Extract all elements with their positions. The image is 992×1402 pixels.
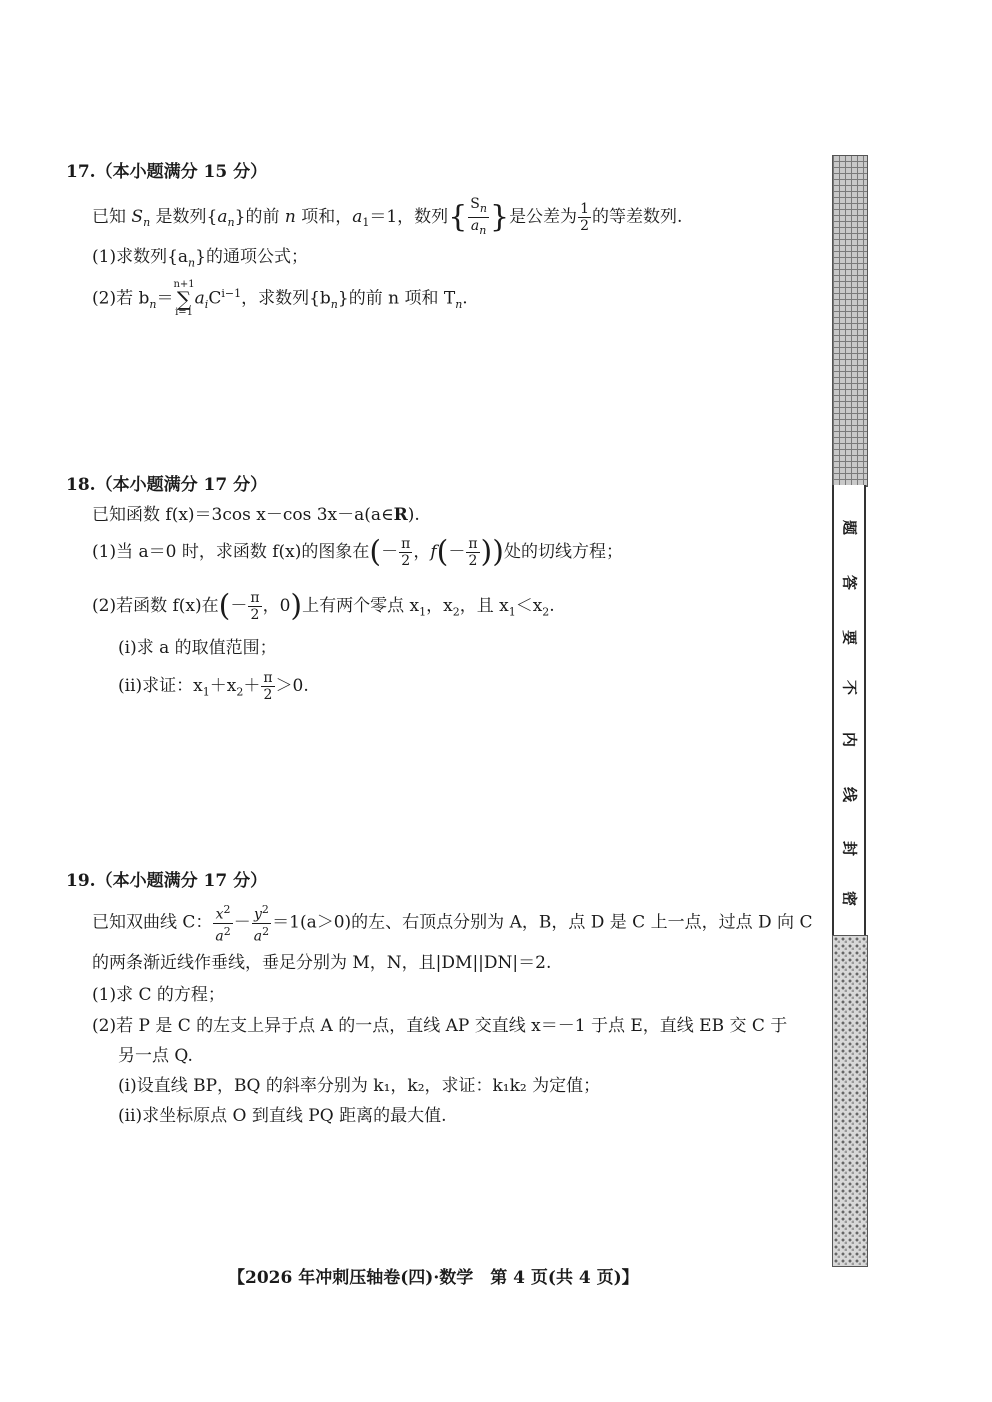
q18-sub2: (ⅱ)求证：$x_1+x_2+$ $\frac{\pi}{2}$ ＞0. xyxy=(118,670,309,703)
q18-part1: (1)当 a＝0 时，求函数 f(x)的图象在(－ $\frac{\pi}{2}$ ，f(－ $\frac{\pi}{2}$ ))处的切线方程； xyxy=(92,534,623,570)
q17-heading: 17.（本小题满分 15 分） xyxy=(66,162,268,182)
seal-strip-text-area xyxy=(832,485,866,935)
q19-heading: 19.（本小题满分 17 分） xyxy=(66,871,268,891)
q19-part2-cont: 另一点 Q. xyxy=(118,1046,193,1066)
seal-strip-bottom-pattern xyxy=(832,935,868,1267)
seal-char: 封 xyxy=(840,840,859,856)
q17-part1: (1)求数列$\{a_n\}$的通项公式； xyxy=(92,247,308,270)
q19-part2: (2)若 P 是 C 的左支上异于点 A 的一点，直线 AP 交直线 x＝－1 于点 E，直线 EB 交 C 于 xyxy=(92,1016,788,1036)
seal-strip-top-pattern xyxy=(832,155,868,487)
seal-char: 不 xyxy=(840,679,859,695)
seal-char: 内 xyxy=(840,731,859,747)
q18-heading: 18.（本小题满分 17 分） xyxy=(66,475,268,495)
q19-intro: 已知双曲线 C： $\frac{x^2}{a^2}$ － $\frac{y^2}{a^2}$ ＝1(a＞0)的左、右顶点分别为 A，B，点 D 是 C 上一点，过点 D 向 C xyxy=(92,903,813,945)
q19-line2: 的两条渐近线作垂线，垂足分别为 M，N，且|DM||DN|＝2. xyxy=(92,953,552,973)
q19-sub2: (ⅱ)求坐标原点 O 到直线 PQ 距离的最大值. xyxy=(118,1106,447,1126)
seal-char: 答 xyxy=(840,574,859,590)
seal-char: 要 xyxy=(840,629,859,645)
seal-char: 题 xyxy=(840,519,859,535)
seal-char: 线 xyxy=(840,786,859,802)
q18-part2: (2)若函数 f(x)在(－ $\frac{\pi}{2}$ ，0)上有两个零点 $x_1$，$x_2$，且 $x_1<x_2$. xyxy=(92,588,555,624)
q18-sub1: (ⅰ)求 a 的取值范围； xyxy=(118,638,277,658)
seal-char: 密 xyxy=(840,890,859,906)
q19-sub1: (ⅰ)设直线 BP，BQ 的斜率分别为 k₁，k₂，求证：k₁k₂ 为定值； xyxy=(118,1076,601,1096)
q19-part1: (1)求 C 的方程； xyxy=(92,985,225,1005)
q17-part2: (2)若 $b_n=n+1$ ∑ $i=1a_iC^{i-1}$，求数列$\{b_n\}$的前 n 项和 $T_n$. xyxy=(92,279,468,318)
q17-intro: 已知 $S_n$ 是数列$\{a_n\}$的前 n 项和，$a_1=1$，数列{ $\frac{S_n}{a_n}$ }是公差为 $\frac{1}{2}$ 的等差数列. xyxy=(92,196,683,237)
q18-intro: 已知函数 f(x)＝3cos x－cos 3x－a(a∈R). xyxy=(92,505,420,525)
page-footer: 【2026 年冲刺压轴卷(四)·数学 第 4 页(共 4 页)】 xyxy=(228,1268,639,1288)
